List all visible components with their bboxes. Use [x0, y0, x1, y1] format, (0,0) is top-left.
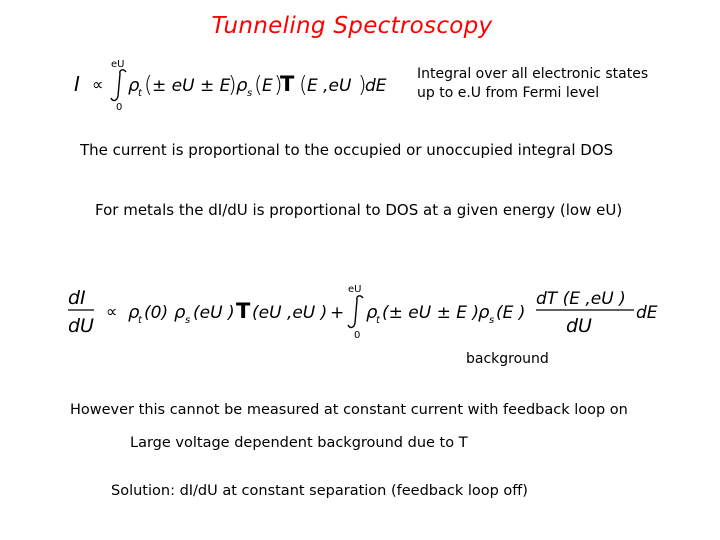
eq1-arg3: E ,eU [307, 76, 352, 96]
eq1-dE: dE [365, 76, 387, 96]
eq1-close2: ) [274, 73, 283, 98]
eq1-rho-s: ρ [236, 75, 248, 96]
eq2-lower-limit: 0 [354, 330, 361, 341]
integral-note-line-2: up to e.U from Fermi level [417, 85, 600, 101]
eq1-T: T [280, 72, 295, 96]
current-statement: The current is proportional to the occupied or unoccupied integral DOS [80, 141, 614, 159]
background-statement: Large voltage dependent background due to T [130, 435, 468, 451]
slide-title: Tunneling Spectroscopy [211, 13, 493, 39]
eq2-frac-den: dU [566, 315, 592, 337]
eq2-T: T [236, 299, 251, 323]
feedback-statement: However this cannot be measured at constant current with feedback loop on [70, 402, 628, 418]
eq2-rho-s2: ρ [478, 302, 490, 323]
eq1-open3: ( [299, 73, 308, 98]
eq1-arg1: ± eU ± E [152, 76, 231, 96]
eq2-rho-s2-sub: s [489, 315, 495, 326]
eq2-arg-T: (eU ,eU ) [252, 303, 328, 323]
eq1-open1: ( [144, 73, 153, 98]
conductance-equation [64, 280, 664, 344]
eq1-rho-s-sub: s [247, 88, 253, 99]
eq2-arg-t: (0) [144, 303, 169, 323]
eq2-plus: + [330, 303, 345, 323]
tunneling-current-equation [66, 56, 396, 114]
eq2-dE: dE [636, 303, 658, 323]
eq1-arg2: E [262, 76, 273, 96]
eq2-rho-s: ρ [174, 302, 186, 323]
eq1-rho-t: ρ [128, 75, 140, 96]
eq1-close1: ) [228, 73, 237, 98]
metals-statement: For metals the dI/dU is proportional to DOS at a given energy (low eU) [95, 201, 623, 219]
eq1-close3: ) [358, 73, 367, 98]
eq2-dU: dU [68, 315, 94, 337]
eq2-rho-s-sub: s [185, 315, 191, 326]
eq2-rho-t: ρ [128, 302, 140, 323]
eq2-prop: ∝ [106, 302, 118, 321]
eq2-frac-num: dT (E ,eU ) [536, 289, 626, 309]
eq2-arg-t2: (± eU ± E ) [382, 303, 480, 323]
solution-statement: Solution: dI/dU at constant separation (feedback loop off) [111, 483, 528, 499]
eq2-rho-t-sub: t [138, 315, 142, 326]
eq2-rho-t2-sub: t [376, 315, 380, 326]
eq1-lower-limit: 0 [116, 102, 123, 113]
background-label: background [466, 351, 549, 367]
eq2-rho-t2: ρ [366, 302, 378, 323]
eq2-arg-s: (eU ) [193, 303, 235, 323]
eq1-upper-limit: eU [111, 59, 125, 70]
eq2-integral-sign [348, 296, 363, 328]
eq1-open2: ( [254, 73, 263, 98]
eq2-upper-limit: eU [348, 284, 362, 295]
eq2-dI: dI [68, 287, 86, 309]
eq2-arg-s2: (E ) [496, 303, 526, 323]
integral-note-line-1: Integral over all electronic states [417, 66, 649, 82]
eq1-rho-t-sub: t [138, 88, 142, 99]
eq1-integral-sign [111, 70, 126, 101]
eq1-prop: ∝ [92, 75, 104, 94]
eq1-lhs: I [74, 72, 80, 96]
